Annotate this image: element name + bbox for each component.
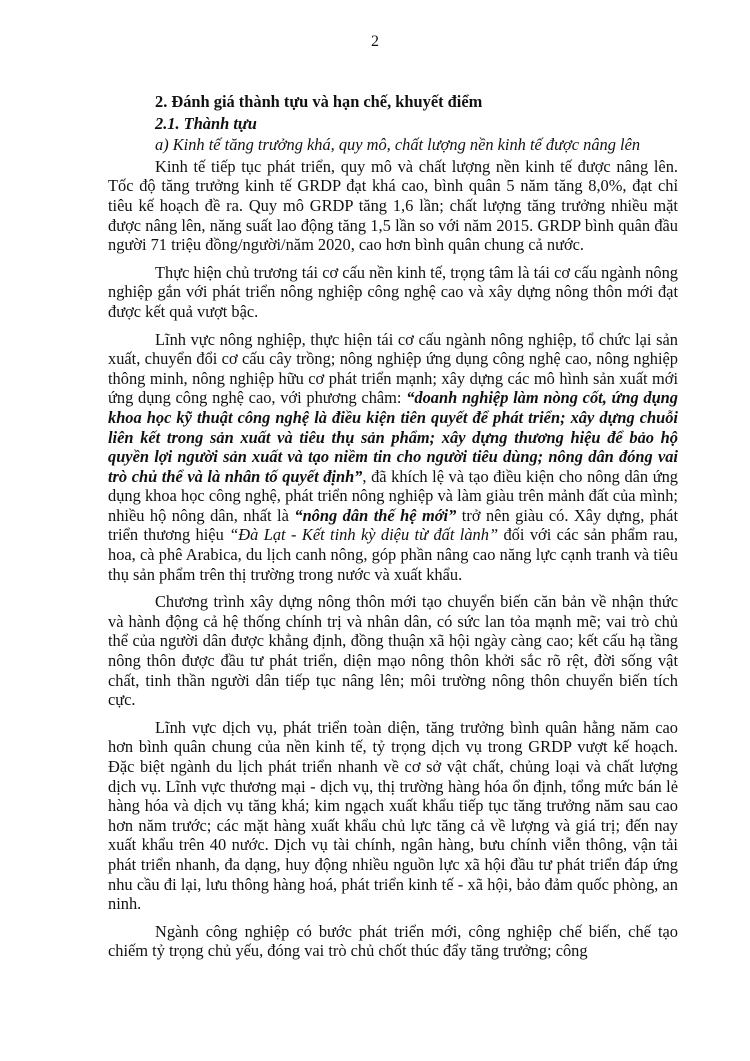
subsection-heading: 2.1. Thành tựu (155, 113, 257, 133)
agriculture-text-3: trở nên giàu có. Xây dựng, phát triển thương hiệu (108, 505, 679, 545)
dalat-brand-quote: “Đà Lạt - Kết tinh kỳ diệu từ đất lành” (229, 525, 499, 545)
paragraph-agriculture (108, 330, 678, 585)
paragraph-services: Lĩnh vực dịch vụ, phát triển toàn diện, tăng trưởng bình quân hằng năm cao hơn bình quân chung của nền kinh tế, tỷ trọng dịch vụ trong GRDP vượt kế hoạch. Đặc biệt ngành du lịch phát triển nhanh về cơ sở vật chất, chủng loại và chất lượng dịch vụ. Lĩnh vực thương mại - dịch vụ, thị trường hàng hóa ổn định, tổng mức bán lẻ hàng hóa và dịch vụ tăng khá; kim ngạch xuất khẩu tiếp tục tăng trưởng năm sau cao hơn năm trước; các mặt hàng xuất khẩu chủ lực tăng cả về lượng và giá trị; đến nay xuất khẩu trên 40 nước. Dịch vụ tài chính, ngân hàng, bưu chính viễn thông, vận tải phát triển nhanh, đa dạng, huy động nhiều nguồn lực xã hội đầu tư phát triển đáp ứng nhu cầu đi lại, lưu thông hàng hoá, phát triển kinh tế - xã hội, bảo đảm quốc phòng, an ninh. (108, 717, 678, 914)
paragraph-industry: Ngành công nghiệp có bước phát triển mới, công nghiệp chế biến, chế tạo chiếm tỷ trọng chủ yếu, đóng vai trò chủ chốt thúc đẩy tăng trưởng; công (108, 921, 678, 961)
paragraph-new-rural: Chương trình xây dựng nông thôn mới tạo chuyển biến căn bản về nhận thức và hành động cả hệ thống chính trị và nhân dân, có sức lan tỏa mạnh mẽ; vai trò chủ thể của người dân được khẳng định, đồng thuận xã hội ngày càng cao; kết cấu hạ tầng nông thôn được đầu tư phát triển, diện mạo nông thôn khởi sắc rõ rệt, đời sống vật chất, tinh thần người dân tiếp tục nâng lên; môi trường nông thôn chuyển biến tích cực. (108, 592, 678, 710)
agriculture-text-4: đối với các sản phẩm rau, hoa, cà phê Arabica, du lịch canh nông, góp phần nâng cao năng lực cạnh tranh và tiêu thụ sản phẩm trên thị trường trong nước và xuất khẩu. (108, 525, 679, 584)
paragraph-economy-growth: Kinh tế tiếp tục phát triển, quy mô và chất lượng nền kinh tế được nâng lên. Tốc độ tăng trưởng kinh tế GRDP đạt khá cao, bình quân 5 năm tăng 8,0%, đạt chỉ tiêu kế hoạch đề ra. Quy mô GRDP tăng 1,6 lần; chất lượng tăng trưởng nhiều mặt được nâng lên, năng suất lao động tăng 1,5 lần so với năm 2015. GRDP bình quân đầu người 71 triệu đồng/người/năm 2020, cao hơn bình quân chung cả nước. (108, 156, 678, 255)
section-heading: 2. Đánh giá thành tựu và hạn chế, khuyết điểm (155, 92, 483, 111)
document-body (108, 92, 678, 969)
agriculture-text-1: Lĩnh vực nông nghiệp, thực hiện tái cơ cấu ngành nông nghiệp, tổ chức lại sản xuất, chuyển đổi cơ cấu cây trồng; nông nghiệp ứng dụng công nghệ cao, nông nghiệp thông minh, nông nghiệp hữu cơ phát triển mạnh; xây dựng các mô hình sản xuất mới ứng dụng công nghệ cao, với phương châm: (108, 329, 678, 408)
paragraph-restructuring: Thực hiện chủ trương tái cơ cấu nền kinh tế, trọng tâm là tái cơ cấu ngành nông nghiệp gắn với phát triển nông nghiệp công nghệ cao và xây dựng nông thôn mới đạt được kết quả vượt bậc. (108, 262, 678, 321)
agriculture-text-2: , đã khích lệ và tạo điều kiện cho nông dân ứng dụng khoa học công nghệ, phát triển nông nghiệp và làm giàu trên mảnh đất của mình; nhiều hộ nông dân, nhất là (108, 466, 678, 525)
agriculture-motto-quote: “doanh nghiệp làm nòng cốt, ứng dụng khoa học kỹ thuật công nghệ là điều kiện tiên quyết để phát triển; xây dựng chuỗi liên kết trong sản xuất và tiêu thụ sản phẩm; xây dựng thương hiệu để bảo hộ quyền lợi người sản xuất và tạo niềm tin cho người tiêu dùng; nông dân đóng vai trò chủ thể và là nhân tố quyết định” (108, 388, 678, 486)
page-number: 2 (371, 33, 379, 50)
new-generation-farmers-quote: “nông dân thế hệ mới” (294, 505, 457, 525)
item-heading: a) Kinh tế tăng trưởng khá, quy mô, chất lượng nền kinh tế được nâng lên (155, 135, 641, 155)
